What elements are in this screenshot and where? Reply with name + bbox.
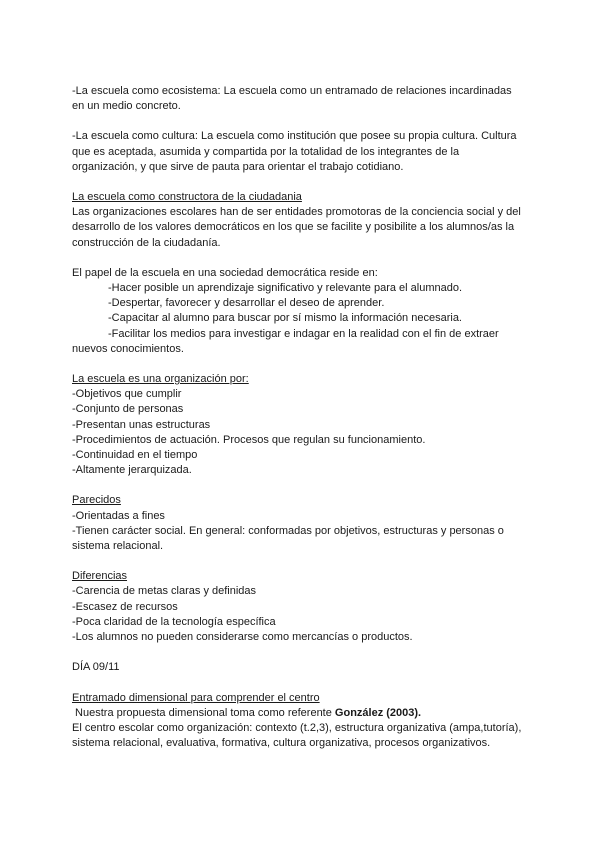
text-line: -La escuela como cultura: La escuela como institución que posee su propia cultura. Cultura xyxy=(72,130,517,143)
date-paragraph xyxy=(72,660,532,675)
list-item: -Facilitar los medios para investigar e indagar en la realidad con el fin de extraer xyxy=(108,327,499,340)
text-line: nuevos conocimientos. xyxy=(72,342,184,355)
list-item: -Hacer posible un aprendizaje significativo y relevante para el alumnado. xyxy=(108,282,463,295)
text-line: organización, y que sirve de pauta para orientar el trabajo cotidiano. xyxy=(72,160,404,173)
list-item: -Capacitar al alumno para buscar por sí mismo la información necesaria. xyxy=(108,312,462,325)
list-item: -Los alumnos no pueden considerarse como mercancías o productos. xyxy=(72,631,413,644)
ciudadania-section xyxy=(72,190,532,251)
ecosistema-paragraph xyxy=(72,84,532,114)
text-line: que es aceptada, asumida y compartida por la totalidad de los integrantes de la xyxy=(72,145,460,158)
list-item: -Objetivos que cumplir xyxy=(72,388,182,401)
list-item: -Escasez de recursos xyxy=(72,600,178,613)
list-item: -Continuidad en el tiempo xyxy=(72,449,198,462)
reference-text: González (2003). xyxy=(334,706,422,719)
section-heading: Parecidos xyxy=(72,494,121,507)
list-item: -Presentan unas estructuras xyxy=(72,418,211,431)
text-line: sistema relacional, evaluativa, formativa, cultura organizativa, procesos organizativos. xyxy=(72,737,491,750)
text-line: construcción de la ciudadanía. xyxy=(72,236,221,249)
text-line: desarrollo de los valores democráticos en los que se facilite y posibilite a los alumnos/as la xyxy=(72,221,515,234)
text-line: -La escuela como ecosistema: La escuela como un entramado de relaciones incardinadas xyxy=(72,85,512,97)
text-line: Las organizaciones escolares han de ser entidades promotoras de la conciencia social y del xyxy=(72,206,521,219)
list-item: -Altamente jerarquizada. xyxy=(72,464,192,477)
entramado-section xyxy=(72,691,532,752)
parecidos-section xyxy=(72,493,532,554)
cultura-paragraph xyxy=(72,129,532,175)
organizacion-section xyxy=(72,372,532,478)
section-heading: Diferencias xyxy=(72,570,128,583)
diferencias-section xyxy=(72,569,532,645)
list-item: -Carencia de metas claras y definidas xyxy=(72,585,257,598)
list-item: -Tienen carácter social. En general: conformadas por objetivos, estructuras y personas o xyxy=(72,524,504,537)
section-heading: La escuela como constructora de la ciudadania xyxy=(72,191,302,204)
date-label: DÍA 09/11 xyxy=(72,661,120,674)
text-line xyxy=(72,706,532,721)
text-line: El centro escolar como organización: contexto (t.2,3), estructura organizativa (ampa,tutoría), xyxy=(72,721,522,734)
section-heading: La escuela es una organización por: xyxy=(72,373,249,386)
list-item: -Poca claridad de la tecnología específica xyxy=(72,615,276,628)
lead-text: Nuestra propuesta dimensional toma como referente xyxy=(72,706,335,719)
section-heading: Entramado dimensional para comprender el centro xyxy=(72,691,320,704)
list-item: -Orientadas a fines xyxy=(72,509,165,522)
list-item: -Conjunto de personas xyxy=(72,403,184,416)
text-line: en un medio concreto. xyxy=(72,100,181,113)
text-line: El papel de la escuela en una sociedad democrática reside en: xyxy=(72,266,378,279)
papel-section xyxy=(72,266,532,357)
list-item: sistema relacional. xyxy=(72,540,164,553)
document-page xyxy=(72,84,532,766)
list-item: -Despertar, favorecer y desarrollar el deseo de aprender. xyxy=(108,297,385,310)
list-item: -Procedimientos de actuación. Procesos que regulan su funcionamiento. xyxy=(72,433,426,446)
